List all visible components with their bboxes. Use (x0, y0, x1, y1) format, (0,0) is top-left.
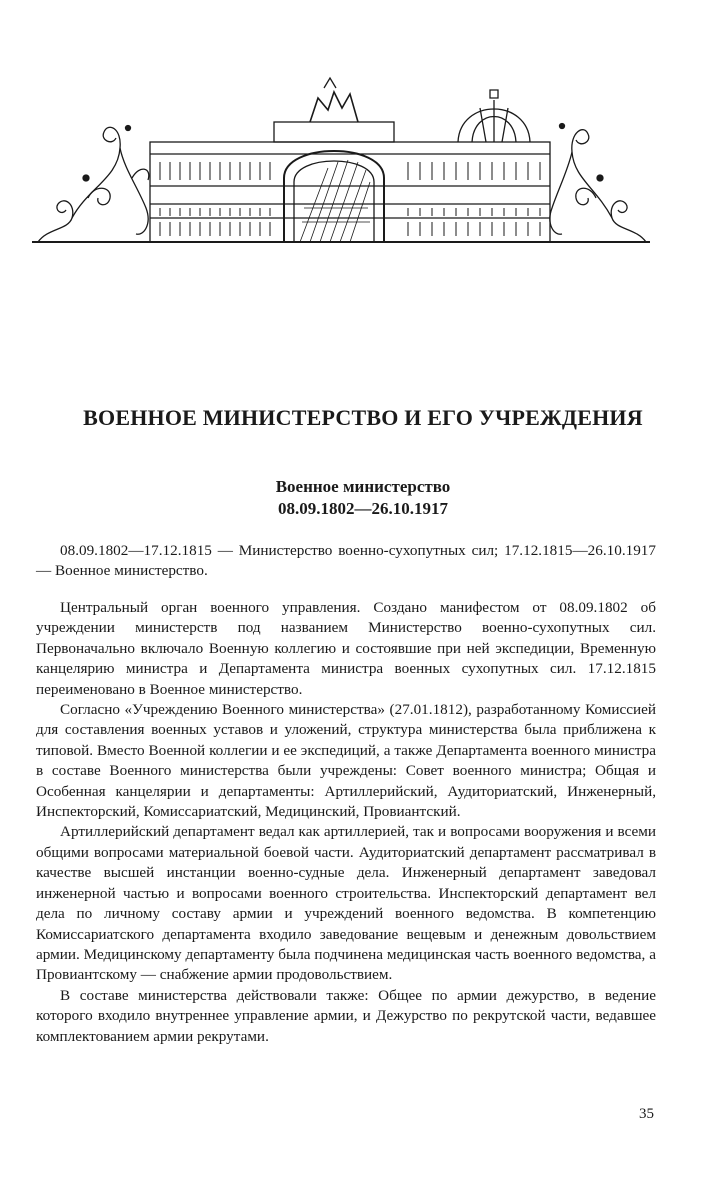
paragraph: В составе министерства действовали также: Общее по армии дежурство, в ведение которого входило внутреннее управление армии, и Дежурство по рекрутской части, ведавшее комплектованием армии рекрутами. (36, 986, 656, 1045)
section-title: Военное министерство (275, 477, 451, 496)
names-paragraph: 08.09.1802—17.12.1815 — Министерство военно-сухопутных сил; 17.12.1815—26.10.1917 — Военное министерство. (36, 542, 656, 580)
page-number: 35 (639, 1106, 654, 1122)
right-scroll-ornament (550, 124, 646, 243)
chapter-title: ВОЕННОЕ МИНИСТЕРСТВО И ЕГО УЧРЕЖДЕНИЯ (83, 405, 643, 430)
building-facade (150, 78, 550, 242)
body-text (36, 598, 656, 1047)
paragraph: Артиллерийский департамент ведал как артиллерией, так и вопросами вооружения и всеми общими вопросами материальной боевой части. Аудиториатский департамент рассматривал в качестве высшей инстанции военно-судные дела. Инженерный департамент заведовал инженерной частью и вопросами военного строительства. Инспекторский департамент вел дела по личному составу армии и учреждений военного ведомства. В компетенцию Комиссариатского департамента входило заведование вещевым и денежным довольствием армии. Медицинскому департаменту была подчинена медицинская часть военного ведомства, а Провиантскому — снабжение армии продовольствием. (36, 823, 656, 984)
names-history (36, 541, 656, 582)
building-engraving-illustration (28, 58, 656, 258)
left-scroll-ornament (38, 126, 149, 243)
section-dates: 08.09.1802—26.10.1917 (278, 499, 448, 518)
paragraph: Центральный орган военного управления. Создано манифестом от 08.09.1802 об учреждении министерств под названием Министерство военно-сухопутных сил. Первоначально включало Военную коллегию и состоявшие при ней экспедиции, Временную канцелярию министра и Департамента министра военных сухопутных сил. 17.12.1815 переименовано в Военное министерство. (36, 599, 656, 698)
section-heading (0, 476, 726, 520)
paragraph: Согласно «Учреждению Военного министерства» (27.01.1812), разработанному Комиссией для составления военных уставов и уложений, структура министерства была приближена к типовой. Вместо Военной коллегии и ее экспедиций, а также Департамента военного министра в составе Военного министерства были учреждены: Совет военного министра; Общая и Особенная канцелярии и департаменты: Артиллерийский, Аудиториатский, Инженерный, Инспекторский, Комиссариатский, Медицинский, Провиантский. (36, 701, 656, 821)
